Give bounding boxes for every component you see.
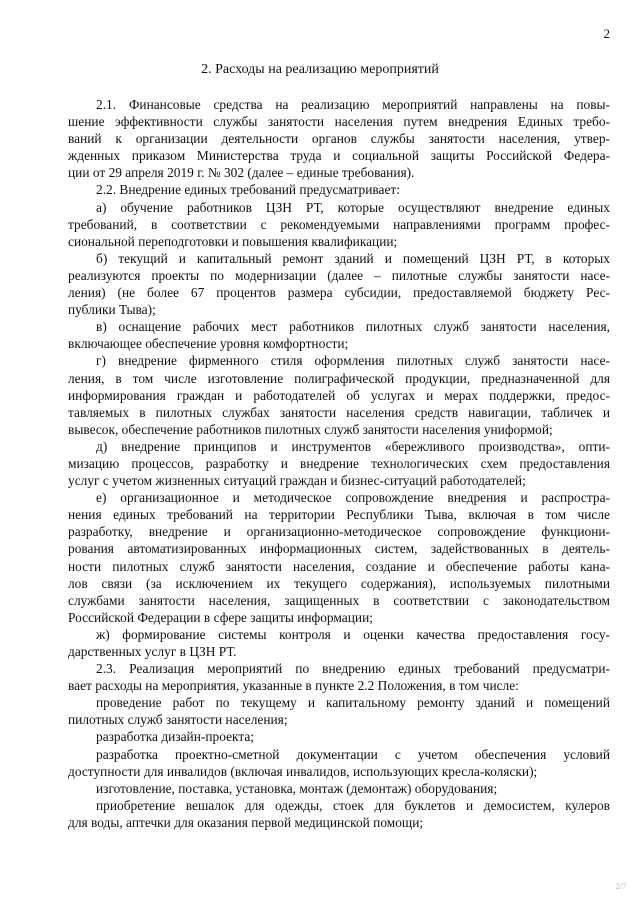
- text-line: информирования граждан и работодателей об услугах и мерах поддержки, предос-: [68, 387, 610, 403]
- text-line: ж) формирование системы контроля и оценки качества предоставления госу-: [96, 626, 610, 642]
- text-line: реализуются проекты по модернизации (далее – пилотные службы занятости насе-: [68, 267, 610, 283]
- page-number: 2: [603, 26, 610, 41]
- text-line: разработку, внедрение и организационно-методическое сопровождение функциони-: [68, 524, 610, 540]
- text-line: Российской Федерации в сфере защиты информации;: [68, 609, 373, 625]
- text-line: рования автоматизированных информационных систем, задействованных в деятель-: [68, 541, 610, 557]
- text-line: 2.2. Внедрение единых требований предусматривает:: [96, 182, 400, 198]
- text-line: лов связи (за исключением их текущего содержания), используемых пилотными: [68, 575, 610, 591]
- text-line: вает расходы на мероприятия, указанные в пункте 2.2 Положения, в том числе:: [68, 678, 519, 694]
- text-line: б) текущий и капитальный ремонт зданий и помещений ЦЗН РТ, в которых: [96, 250, 610, 266]
- text-line: жденных приказом Министерства труда и социальной защиты Российской Федера-: [68, 148, 610, 164]
- text-line: для воды, аптечки для оказания первой медицинской помощи;: [68, 814, 424, 830]
- text-line: ваний к организации деятельности органов службы занятости населения, утвер-: [68, 131, 610, 147]
- text-line: публики Тыва);: [68, 302, 156, 318]
- text-line: е) организационное и методическое сопровождение внедрения и распростра-: [96, 490, 610, 506]
- text-line: ления, в том числе изготовление полиграфической продукции, предназначенной для: [68, 370, 610, 386]
- section-heading: 2. Расходы на реализацию мероприятий: [201, 62, 439, 77]
- text-line: сиональной переподготовки и повышения квалификации;: [68, 233, 398, 249]
- text-line: включающее обеспечение уровня комфортности;: [68, 336, 349, 352]
- text-line: службами занятости населения, защищенных в соответствии с законодательством: [68, 592, 610, 608]
- text-line: тавляемых в пилотных службах занятости населения средств навигации, табличек и: [68, 404, 610, 420]
- text-line: разработка проектно-сметной документации с учетом обеспечения условий: [96, 746, 610, 762]
- text-line: мизацию процессов, разработку и внедрение технологических схем предоставления: [68, 455, 610, 471]
- text-line: изготовление, поставка, установка, монтаж (демонтаж) оборудования;: [96, 780, 498, 796]
- text-line: нения единых требований на территории Республики Тыва, включая в том числе: [68, 507, 610, 523]
- text-line: в) оснащение рабочих мест работников пилотных служб занятости населения,: [96, 319, 610, 335]
- text-line: пилотных служб занятости населения;: [68, 712, 288, 728]
- text-line: вывесок, обеспечение работников пилотных служб занятости населения униформой;: [68, 421, 553, 437]
- text-line: доступности для инвалидов (включая инвалидов, использующих кресла-коляски);: [68, 763, 538, 779]
- text-line: дарственных услуг в ЦЗН РТ.: [68, 644, 237, 659]
- text-line: шение эффективности службы занятости населения путем внедрения Единых требо-: [68, 114, 610, 130]
- text-line: 2.3. Реализация мероприятий по внедрению единых требований предусматри-: [96, 661, 610, 677]
- text-line: 2.1. Финансовые средства на реализацию мероприятий направлены на повы-: [96, 97, 610, 112]
- text-line: а) обучение работников ЦЗН РТ, которые осуществляют внедрение единых: [96, 199, 610, 215]
- text-line: требований, в соответствии с рекомендуемыми направлениями программ профес-: [68, 216, 610, 232]
- scan-mark: 2/7: [615, 882, 626, 891]
- text-line: г) внедрение фирменного стиля оформления пилотных служб занятости насе-: [96, 353, 610, 369]
- text-line: приобретение вешалок для одежды, стоек для буклетов и демосистем, кулеров: [96, 797, 610, 813]
- text-line: услуг с учетом жизненных ситуаций граждан и бизнес-ситуаций работодателей;: [68, 473, 526, 489]
- text-line: проведение работ по текущему и капитальному ремонту зданий и помещений: [96, 695, 610, 711]
- text-line: разработка дизайн-проекта;: [96, 729, 255, 745]
- text-line: ления) (не более 67 процентов размера субсидии, предоставляемой бюджету Рес-: [68, 285, 610, 301]
- text-line: ции от 29 апреля 2019 г. № 302 (далее – единые требования).: [68, 165, 415, 181]
- text-line: ности пилотных служб занятости населения, создание и обеспечение работы кана-: [68, 558, 610, 574]
- document-body: [68, 96, 610, 831]
- text-line: д) внедрение принципов и инструментов «бережливого производства», опти-: [96, 438, 610, 454]
